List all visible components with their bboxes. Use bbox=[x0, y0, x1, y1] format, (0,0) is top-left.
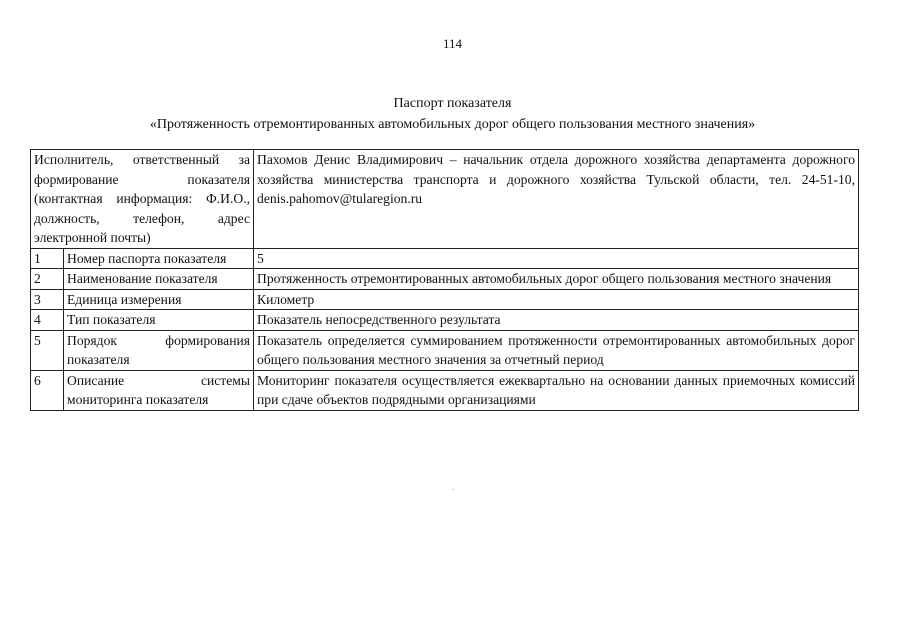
table-row bbox=[31, 248, 859, 269]
row-value: Мониторинг показателя осуществляется ежеквартально на основании данных приемочных комиссий при сдаче объектов подрядными организациями bbox=[254, 370, 859, 410]
row-value: Показатель определяется суммированием протяженности отремонтированных автомобильных дорог общего пользования местного значения за отчетный период bbox=[254, 330, 859, 370]
row-number: 1 bbox=[31, 248, 64, 269]
table-row bbox=[31, 289, 859, 310]
executor-label: Исполнитель, ответственный за формирование показателя (контактная информация: Ф.И.О., должность, телефон, адрес электронной почты) bbox=[31, 150, 254, 249]
table-row bbox=[31, 310, 859, 331]
row-number: 5 bbox=[31, 330, 64, 370]
table-row-executor bbox=[31, 150, 859, 249]
row-name: Порядок формирования показателя bbox=[64, 330, 254, 370]
scan-artifact bbox=[452, 489, 454, 490]
page-number: 114 bbox=[442, 36, 463, 51]
table-row bbox=[31, 370, 859, 410]
row-number: 3 bbox=[31, 289, 64, 310]
executor-value: Пахомов Денис Владимирович – начальник отдела дорожного хозяйства департамента дорожного хозяйства министерства транспорта и дорожного хозяйства Тульской области, тел. 24-51-10, denis.pahomov@tularegion.ru bbox=[254, 150, 859, 249]
row-name: Наименование показателя bbox=[64, 269, 254, 290]
row-value: Протяженность отремонтированных автомобильных дорог общего пользования местного значения bbox=[254, 269, 859, 290]
row-value: Километр bbox=[254, 289, 859, 310]
row-value: 5 bbox=[254, 248, 859, 269]
table-row bbox=[31, 330, 859, 370]
row-number: 6 bbox=[31, 370, 64, 410]
row-name: Описание системы мониторинга показателя bbox=[64, 370, 254, 410]
indicator-passport-table bbox=[30, 149, 859, 411]
row-number: 4 bbox=[31, 310, 64, 331]
row-value: Показатель непосредственного результата bbox=[254, 310, 859, 331]
row-name: Номер паспорта показателя bbox=[64, 248, 254, 269]
row-number: 2 bbox=[31, 269, 64, 290]
row-name: Единица измерения bbox=[64, 289, 254, 310]
title-line-1: Паспорт показателя bbox=[393, 96, 512, 111]
document-title bbox=[0, 93, 905, 135]
row-name: Тип показателя bbox=[64, 310, 254, 331]
table-row bbox=[31, 269, 859, 290]
title-line-2: «Протяженность отремонтированных автомобильных дорог общего пользования местного значения» bbox=[149, 117, 756, 132]
